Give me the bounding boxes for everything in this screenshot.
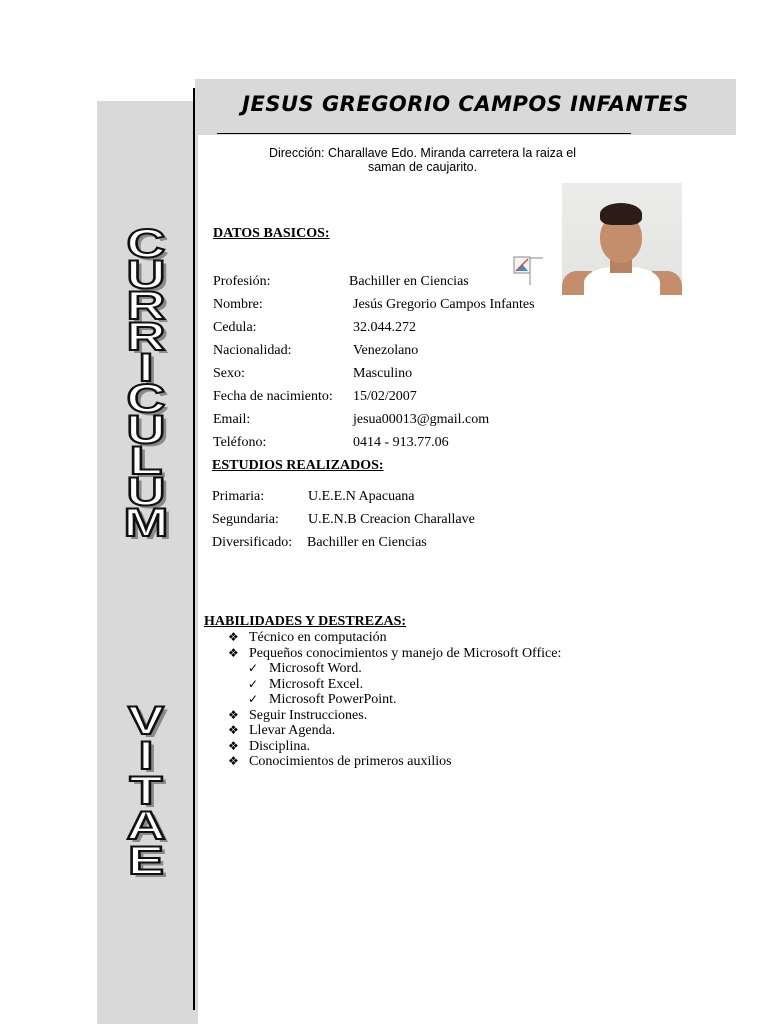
email-value: jesua00013@gmail.com xyxy=(353,412,490,427)
study-label: Diversificado: xyxy=(212,535,293,550)
study-row xyxy=(212,485,542,508)
diamond-bullet-icon: ❖ xyxy=(228,630,239,644)
banner-letter: R xyxy=(126,284,166,328)
info-value: 15/02/2007 xyxy=(353,389,417,404)
list-item xyxy=(228,739,561,755)
estudios-heading: ESTUDIOS REALIZADOS: xyxy=(212,458,384,473)
page-title: JESUS GREGORIO CAMPOS INFANTES xyxy=(242,92,689,116)
habilidades-heading: HABILIDADES Y DESTREZAS: xyxy=(204,614,407,629)
skill-text: Seguir Instrucciones. xyxy=(249,707,368,723)
list-item xyxy=(228,661,561,677)
list-item xyxy=(228,708,561,724)
skill-text: Conocimientos de primeros auxilios xyxy=(249,754,452,769)
study-label: Primaria: xyxy=(212,489,265,504)
diamond-bullet-icon: ❖ xyxy=(228,707,239,722)
banner-letter: I xyxy=(138,346,154,390)
study-label: Segundaria: xyxy=(212,512,279,527)
banner-letter: C xyxy=(126,222,166,266)
checkmark-icon: ✓ xyxy=(248,661,259,675)
info-label: Profesión: xyxy=(213,274,271,289)
skill-text: Llevar Agenda. xyxy=(249,723,336,738)
info-value: Venezolano xyxy=(353,343,419,358)
study-value: Bachiller en Ciencias xyxy=(307,535,427,550)
skills-list xyxy=(228,630,561,770)
info-label: Email: xyxy=(213,412,251,427)
skill-text: Microsoft Word. xyxy=(269,661,362,676)
study-value: U.E.N.B Creacion Charallave xyxy=(308,512,475,527)
info-label: Sexo: xyxy=(213,366,245,381)
info-row xyxy=(213,316,553,339)
list-item xyxy=(228,754,561,770)
skill-text: Microsoft PowerPoint. xyxy=(269,692,397,707)
info-row xyxy=(213,362,553,385)
banner-letter: V xyxy=(127,699,165,743)
info-value: Masculino xyxy=(353,366,413,381)
info-label: Fecha de nacimiento: xyxy=(213,389,333,404)
address-text: Dirección: Charallave Edo. Miranda carretera la raiza el saman de caujarito. xyxy=(268,146,577,174)
banner-letter: L xyxy=(129,439,163,483)
banner-letter: U xyxy=(126,470,166,514)
banner-letter: E xyxy=(127,839,165,883)
info-label: Nombre: xyxy=(213,297,263,312)
skill-text: Técnico en computación xyxy=(249,630,387,645)
list-item xyxy=(228,723,561,739)
info-row xyxy=(213,431,553,454)
diamond-bullet-icon: ❖ xyxy=(228,645,239,660)
datos-basicos-heading: DATOS BASICOS: xyxy=(213,226,330,241)
curriculum-vertical-word xyxy=(100,222,192,545)
study-row xyxy=(212,508,542,531)
title-underline xyxy=(217,133,631,134)
datos-basicos-list xyxy=(213,270,553,454)
phone-value: 0414 - 913.77.06 xyxy=(353,435,449,450)
info-row xyxy=(213,270,553,293)
estudios-list xyxy=(212,485,542,554)
banner-letter: A xyxy=(126,804,166,848)
diamond-bullet-icon: ❖ xyxy=(228,738,239,753)
info-label: Teléfono: xyxy=(213,435,267,450)
banner-letter: U xyxy=(126,253,166,297)
info-label: Cedula: xyxy=(213,320,257,335)
info-row xyxy=(213,385,553,408)
info-row xyxy=(213,408,553,431)
banner-letter: U xyxy=(126,408,166,452)
skill-text: Microsoft Excel. xyxy=(269,676,364,692)
list-item xyxy=(228,677,561,693)
diamond-bullet-icon: ❖ xyxy=(228,754,239,768)
info-row xyxy=(213,339,553,362)
skill-text: Pequeños conocimientos y manejo de Microsoft Office: xyxy=(249,645,562,661)
checkmark-icon: ✓ xyxy=(248,676,259,691)
checkmark-icon: ✓ xyxy=(248,692,259,706)
list-item xyxy=(228,630,561,646)
info-value: Jesús Gregorio Campos Infantes xyxy=(353,297,535,312)
study-value: U.E.E.N Apacuana xyxy=(308,489,415,504)
info-value: 32.044.272 xyxy=(353,320,416,335)
banner-letter: C xyxy=(126,377,166,421)
vitae-vertical-word xyxy=(100,699,192,883)
profile-photo xyxy=(562,183,682,295)
banner-letter: R xyxy=(126,315,166,359)
skill-text: Disciplina. xyxy=(249,738,311,754)
banner-letter: M xyxy=(123,501,169,545)
info-row xyxy=(213,293,553,316)
list-item xyxy=(228,646,561,662)
list-item xyxy=(228,692,561,708)
info-value: Bachiller en Ciencias xyxy=(349,274,469,289)
banner-letter: I xyxy=(138,734,154,778)
info-label: Nacionalidad: xyxy=(213,343,292,358)
banner-letter: T xyxy=(129,769,163,813)
diamond-bullet-icon: ❖ xyxy=(228,723,239,737)
study-row xyxy=(212,531,542,554)
